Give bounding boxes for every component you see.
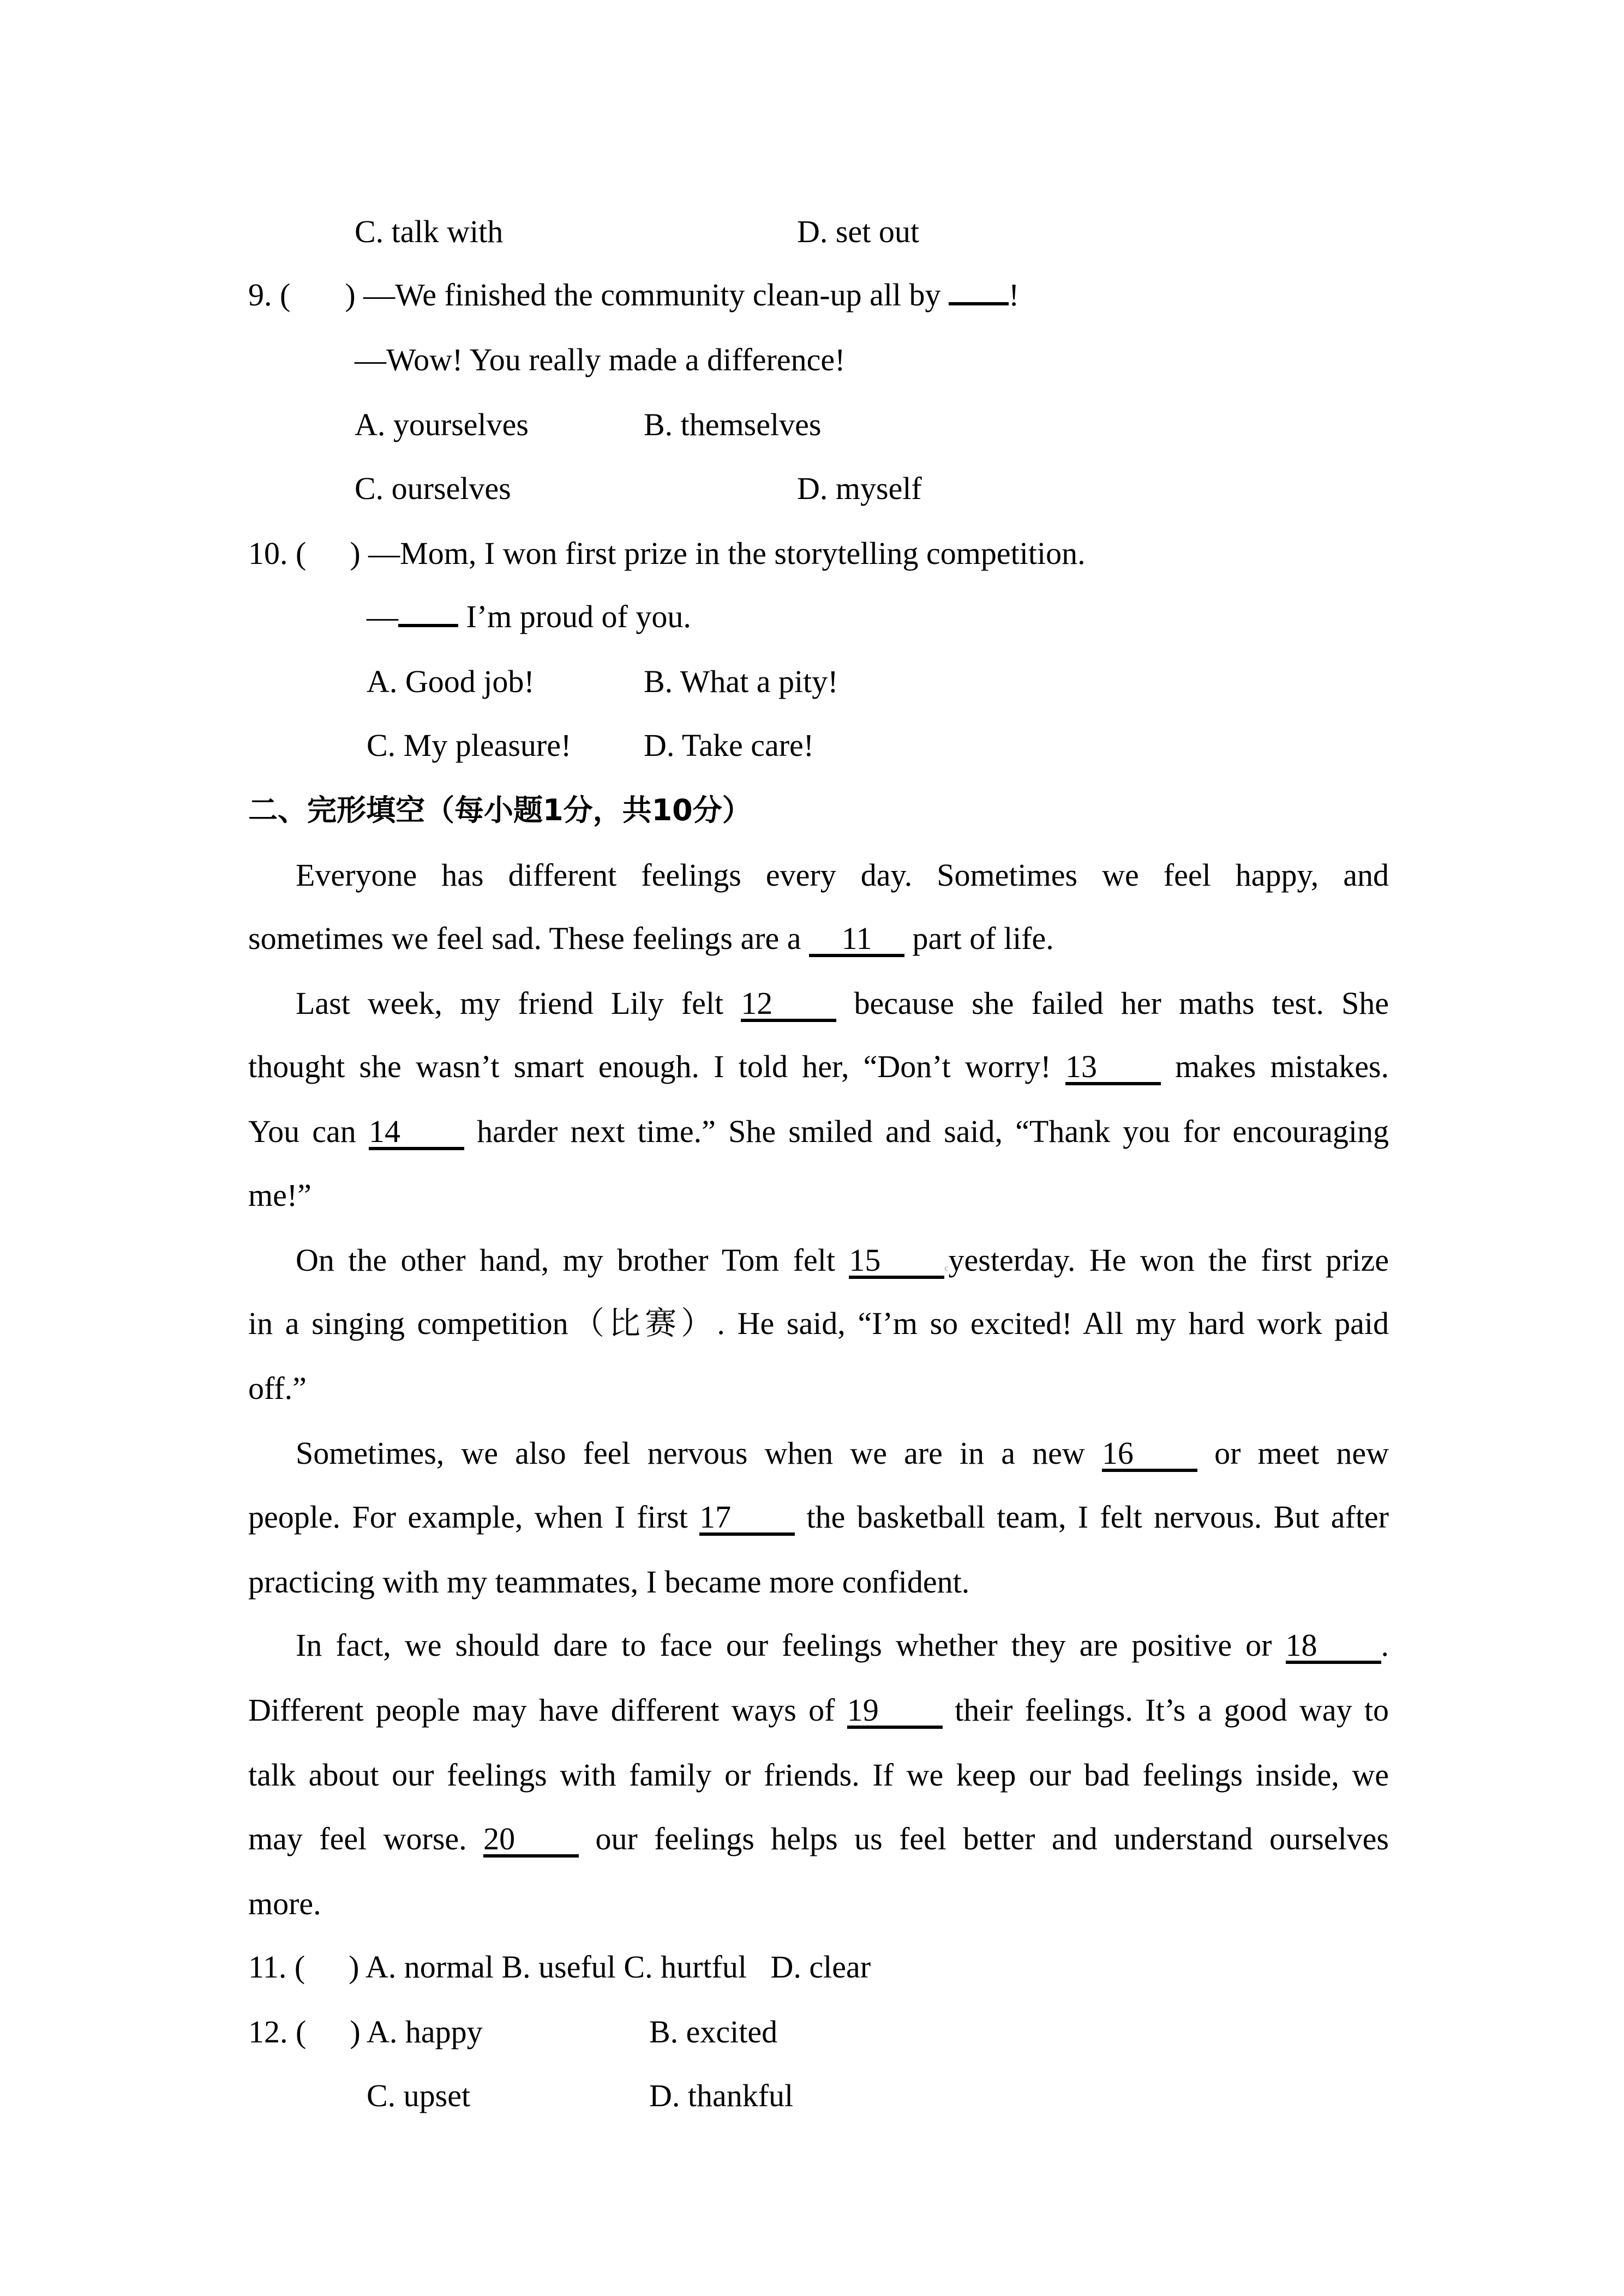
blank-20: 20 [483, 1824, 579, 1858]
passage-line: in a singing competition（比赛）. He said, “I’m so excited! All my hard work paid [248, 1306, 1389, 1341]
q9-number: 9. ( [248, 277, 291, 312]
passage-line [296, 1624, 1389, 1667]
q12-close: ) [350, 2014, 361, 2049]
passage-line: more. [248, 1886, 321, 1921]
passage-line: me!” [248, 1177, 311, 1213]
question-12 [248, 2010, 483, 2054]
q11-option-c: C. hurtful [624, 1949, 747, 1985]
q9-option-d: D. myself [797, 471, 922, 506]
passage-line [296, 1432, 1389, 1475]
q12-option-a: A. happy [366, 2014, 483, 2049]
blank-16: 16 [1102, 1438, 1197, 1472]
passage-text: In fact, we should dare to face our feelings whether they are positive or [296, 1627, 1272, 1663]
q12-option-c: C. upset [367, 2078, 471, 2113]
passage-text: or meet new [1214, 1435, 1389, 1471]
blank-19: 19 [847, 1695, 943, 1729]
passage-text: the basketball team, I felt nervous. But after [806, 1499, 1389, 1535]
passage-line [248, 1688, 1389, 1732]
passage-line [248, 1817, 1389, 1861]
q9-option-b: B. themselves [644, 407, 822, 442]
passage-line [248, 1495, 1389, 1539]
passage-text: harder next time.” She smiled and said, “Thank you for encouraging [477, 1114, 1389, 1149]
passage-text: part of life. [912, 921, 1054, 956]
q9-reply: —Wow! You really made a difference! [355, 342, 846, 377]
q9-close: ) [345, 277, 356, 312]
q11-option-d: D. clear [770, 1949, 871, 1985]
blank-11: 11 [809, 923, 904, 957]
passage-text: Last week, my friend Lily felt [296, 985, 724, 1021]
q10-option-c: C. My pleasure! [367, 728, 572, 763]
q9-option-a: A. yourselves [355, 407, 529, 442]
q9-blank [949, 302, 1009, 305]
q10-blank [398, 624, 458, 627]
q10-option-a: A. Good job! [367, 664, 535, 699]
q10-reply-line [367, 595, 691, 639]
passage-text: because she failed her maths test. She [854, 985, 1389, 1021]
passage-line [296, 1239, 1389, 1282]
q12-number: 12. ( [248, 2014, 307, 2049]
q10-prompt: —Mom, I won first prize in the storytelling competition. [368, 536, 1086, 571]
q8-option-c: C. talk with [355, 214, 504, 249]
passage-text: sometimes we feel sad. These feelings are a [248, 921, 801, 956]
q9-end: ! [1009, 277, 1020, 312]
q10-reply: I’m proud of you. [466, 599, 691, 634]
stray-mark: c [944, 1264, 949, 1273]
q9-option-c: C. ourselves [355, 471, 511, 506]
question-11 [248, 1945, 871, 1989]
passage-line: off.” [248, 1371, 307, 1406]
passage-line [296, 982, 1389, 1025]
q10-close: ) [350, 536, 361, 571]
passage-text: On the other hand, my brother Tom felt [296, 1242, 836, 1278]
section-heading: 二、完形填空（每小题1分，共10分） [248, 793, 752, 827]
blank-15: 15 [849, 1245, 944, 1279]
q10-option-d: D. Take care! [644, 728, 814, 763]
q10-option-b: B. What a pity! [644, 664, 838, 699]
passage-text: people. For example, when I first [248, 1499, 688, 1535]
passage-text: may feel worse. [248, 1821, 467, 1856]
q10-reply-dash: — [367, 599, 398, 634]
passage-line: Everyone has different feelings every day. Sometimes we feel happy, and [296, 857, 1389, 893]
passage-text: yesterday. He won the first prize [948, 1242, 1389, 1278]
q12-option-b: B. excited [649, 2014, 778, 2049]
q10-number: 10. ( [248, 536, 307, 571]
passage-text: You can [248, 1114, 356, 1149]
blank-14: 14 [369, 1116, 464, 1150]
passage-line: talk about our feelings with family or friends. If we keep our bad feelings inside, we [248, 1757, 1389, 1793]
q12-option-d: D. thankful [649, 2078, 794, 2113]
passage-text: . [1381, 1627, 1389, 1663]
passage-text: Different people may have different ways of [248, 1692, 835, 1728]
passage-text: our feelings helps us feel better and understand ourselves [595, 1821, 1389, 1856]
passage-line: practicing with my teammates, I became more confident. [248, 1564, 970, 1600]
blank-12: 12 [741, 988, 836, 1022]
q11-option-b: B. useful [501, 1949, 616, 1985]
passage-text: thought she wasn’t smart enough. I told her, “Don’t worry! [248, 1049, 1051, 1084]
blank-18: 18 [1286, 1630, 1381, 1664]
blank-13: 13 [1065, 1051, 1161, 1085]
q11-close: ) [349, 1949, 359, 1985]
question-10 [248, 532, 1086, 575]
passage-text: Sometimes, we also feel nervous when we are in a new [296, 1435, 1085, 1471]
q8-option-d: D. set out [797, 214, 919, 249]
passage-line [248, 1045, 1389, 1089]
passage-text: their feelings. It’s a good way to [955, 1692, 1389, 1728]
question-9 [248, 273, 1019, 317]
passage-line [248, 1110, 1389, 1153]
blank-17: 17 [699, 1502, 795, 1536]
q11-option-a: A. normal [365, 1949, 494, 1985]
passage-text: makes mistakes. [1175, 1049, 1389, 1084]
passage-line [248, 917, 1054, 960]
q9-prompt: —We finished the community clean-up all by [363, 277, 941, 312]
q11-number: 11. ( [248, 1949, 305, 1985]
